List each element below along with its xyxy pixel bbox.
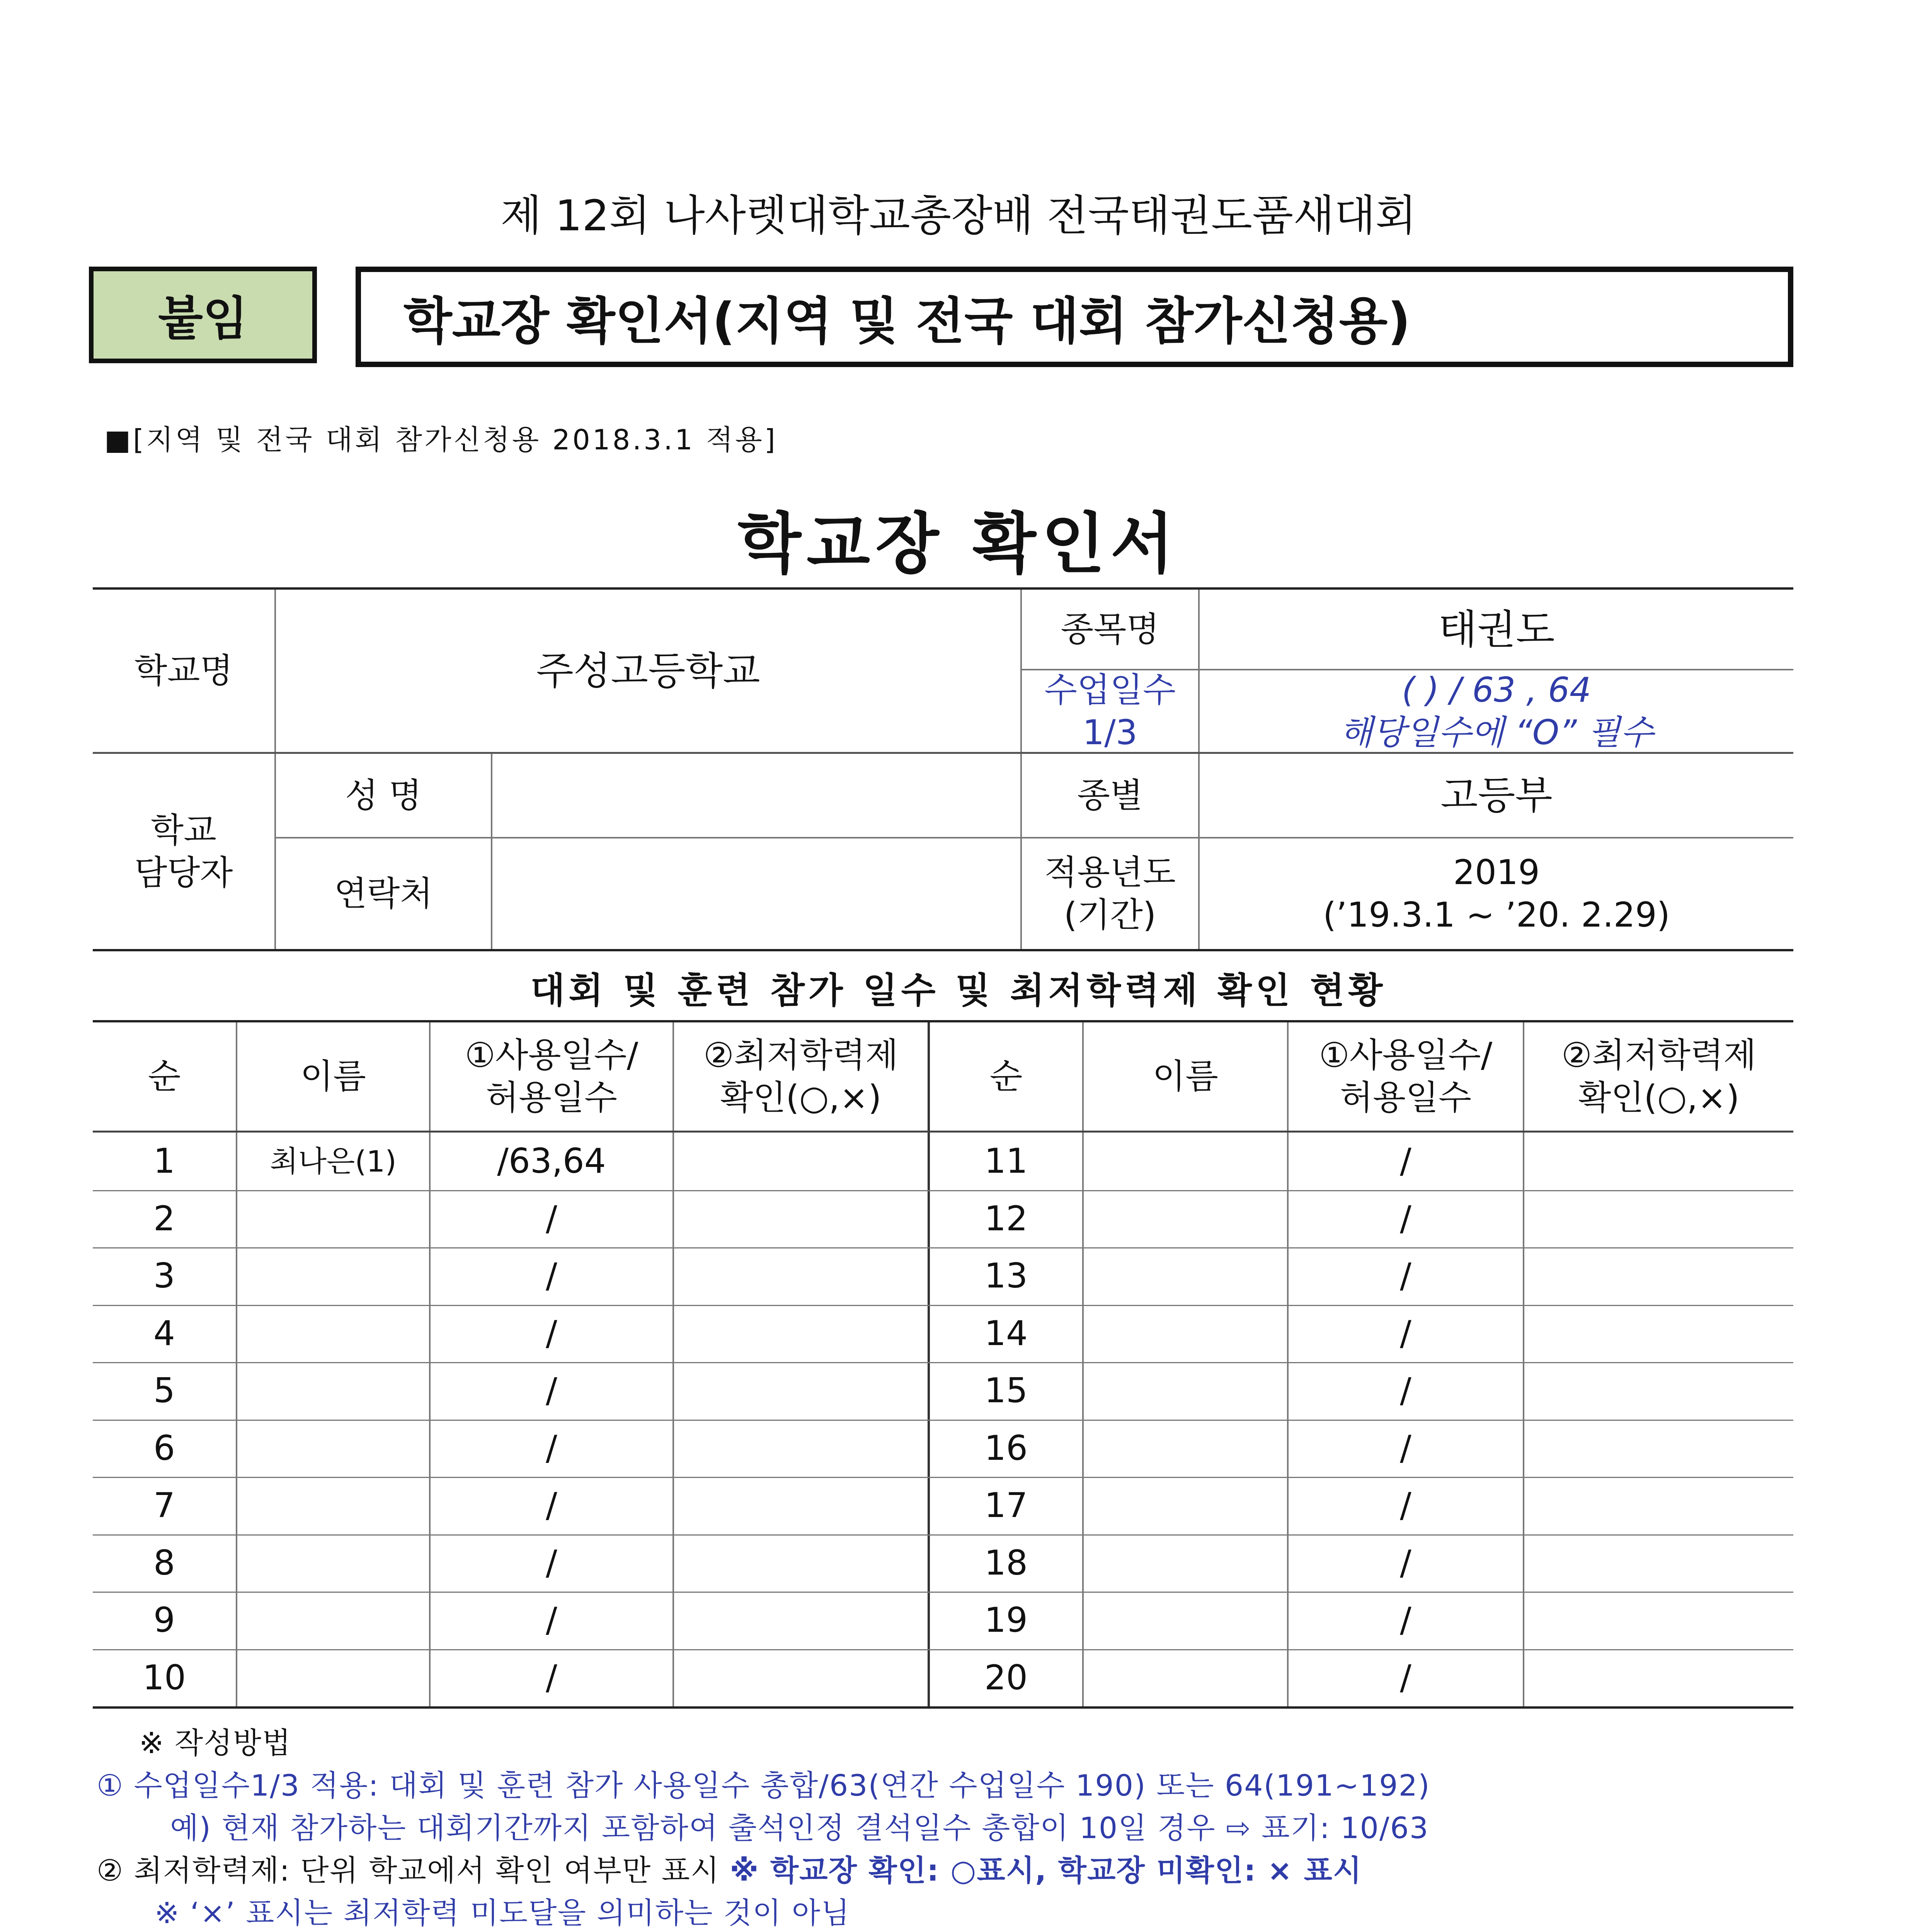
cell-days: / [546, 1198, 557, 1238]
class-days-label-line1: 수업일수 [1044, 670, 1176, 710]
cell-days: / [546, 1657, 557, 1697]
cell-no: 9 [153, 1600, 175, 1640]
cell-name[interactable] [1084, 1534, 1287, 1592]
cell-min[interactable] [1524, 1247, 1793, 1304]
manager-label-line2: 담당자 [134, 852, 233, 893]
header-days-line1: ①사용일수/ [1319, 1035, 1493, 1075]
table-row [93, 1534, 1793, 1592]
year-label-line1: 적용년도 [1044, 852, 1176, 892]
cell-days: / [1400, 1657, 1411, 1697]
event-value: 태권도 [1438, 605, 1555, 653]
cell-days: / [1400, 1198, 1411, 1238]
method-item2-text: ② 최저학력제: 단위 학교에서 확인 여부만 표시 [97, 1853, 730, 1888]
header-no-left: 순 [148, 1056, 181, 1096]
cell-no: 7 [153, 1485, 175, 1525]
cell-min[interactable] [674, 1133, 928, 1190]
cell-days: / [546, 1256, 557, 1296]
cell-min[interactable] [1524, 1305, 1793, 1362]
header-days-right [1289, 1022, 1523, 1131]
cell-no: 4 [153, 1313, 175, 1353]
header-min-line1: ②최저학력제 [1561, 1035, 1756, 1075]
cell-days: / [1400, 1141, 1411, 1181]
cell-name[interactable] [237, 1534, 429, 1592]
cell-min[interactable] [674, 1305, 928, 1362]
document-title: 학교장 확인서(지역 및 전국 대회 참가신청용) [356, 267, 1793, 367]
attachment-label: 붙임 [89, 267, 317, 363]
cell-no: 6 [153, 1428, 175, 1468]
class-days-value-line2: 해당일수에 “O” 필수 [1340, 712, 1653, 752]
cell-name[interactable] [1084, 1649, 1287, 1706]
cell-no: 11 [984, 1141, 1028, 1181]
class-days-value-line1: ( ) / 63 , 64 [1401, 670, 1592, 710]
status-heading: 대회 및 훈련 참가 일수 및 최저학력제 확인 현황 [530, 970, 1387, 1011]
cell-min[interactable] [1524, 1592, 1793, 1649]
cell-no: 19 [984, 1600, 1028, 1640]
cell-min[interactable] [674, 1477, 928, 1534]
header-name-left: 이름 [300, 1056, 366, 1096]
cell-min[interactable] [674, 1649, 928, 1706]
cell-days: / [546, 1371, 557, 1410]
cell-days: /63,64 [497, 1141, 606, 1181]
header-name-right: 이름 [1152, 1056, 1219, 1096]
table-row [93, 1477, 1793, 1534]
cell-name[interactable] [1084, 1362, 1287, 1419]
school-name-label: 학교명 [134, 651, 233, 690]
name-field[interactable] [492, 754, 1020, 837]
cell-name[interactable] [1084, 1133, 1287, 1190]
year-label-line2: (기간) [1064, 895, 1156, 935]
cell-name[interactable] [1084, 1592, 1287, 1649]
cell-name[interactable]: 최나은(1) [270, 1144, 397, 1179]
main-title: 학교장 확인서 [737, 506, 1180, 582]
cell-days: / [1400, 1428, 1411, 1468]
cell-name[interactable] [237, 1190, 429, 1247]
cell-no: 8 [153, 1543, 175, 1583]
header-no-right: 순 [989, 1056, 1023, 1096]
info-table [93, 587, 1793, 951]
method-item1-line1: ① 수업일수1/3 적용: 대회 및 훈련 참가 사용일수 총합/63(연간 수업일수 190) 또는 64(191~192) [97, 1768, 1430, 1803]
cell-days: / [1400, 1313, 1411, 1353]
table-row [93, 1649, 1793, 1706]
table-row [93, 1420, 1793, 1477]
table-row [93, 1305, 1793, 1362]
name-label: 성 명 [345, 775, 422, 815]
header-days-line2: 허용일수 [485, 1078, 618, 1117]
cell-no: 12 [984, 1198, 1028, 1238]
cell-no: 10 [143, 1657, 186, 1697]
cell-days: / [546, 1313, 557, 1353]
cell-days: / [546, 1428, 557, 1468]
cell-name[interactable] [237, 1420, 429, 1477]
cell-no: 3 [153, 1256, 175, 1296]
cell-name[interactable] [1084, 1477, 1287, 1534]
cell-no: 17 [984, 1485, 1028, 1525]
year-value [1200, 838, 1793, 949]
cell-min[interactable] [1524, 1362, 1793, 1419]
cell-no: 20 [984, 1657, 1028, 1697]
event-title: 제 12회 나사렛대학교총장배 전국태권도품새대회 [500, 191, 1417, 240]
category-label: 종별 [1077, 775, 1143, 815]
class-days-label [1022, 670, 1198, 752]
method-title: ※ 작성방법 [139, 1726, 291, 1760]
contact-label: 연락처 [334, 874, 433, 913]
header-days-left [431, 1022, 672, 1131]
manager-label [93, 754, 274, 949]
header-min-line2: 확인(○,×) [1578, 1078, 1740, 1117]
applied-note: ■[지역 및 전국 대회 참가신청용 2018.3.1 적용] [104, 423, 778, 456]
cell-min[interactable] [1524, 1133, 1793, 1190]
cell-min[interactable] [1524, 1477, 1793, 1534]
cell-days: / [1400, 1371, 1411, 1410]
class-days-label-line2: 1/3 [1083, 712, 1137, 752]
header-days-line2: 허용일수 [1340, 1078, 1472, 1117]
cell-days: / [546, 1600, 557, 1640]
manager-label-line1: 학교 [150, 810, 217, 850]
cell-days: / [1400, 1543, 1411, 1583]
header-days-line1: ①사용일수/ [465, 1035, 638, 1075]
cell-min[interactable] [674, 1420, 928, 1477]
cell-min[interactable] [1524, 1190, 1793, 1247]
year-label [1022, 838, 1198, 949]
cell-min[interactable] [1524, 1649, 1793, 1706]
table-row [93, 1247, 1793, 1304]
cell-no: 13 [984, 1256, 1028, 1296]
cell-days: / [1400, 1256, 1411, 1296]
cell-name[interactable] [237, 1247, 429, 1304]
cell-name[interactable] [237, 1592, 429, 1649]
cell-no: 1 [153, 1141, 175, 1181]
cell-no: 2 [153, 1198, 175, 1238]
cell-name[interactable] [237, 1477, 429, 1534]
year-value-line2: (’19.3.1 ~ ’20. 2.29) [1323, 895, 1670, 935]
cell-days: / [1400, 1485, 1411, 1525]
cell-no: 5 [153, 1371, 175, 1410]
cell-min[interactable] [674, 1592, 928, 1649]
event-label: 종목명 [1061, 609, 1159, 649]
cell-min[interactable] [674, 1247, 928, 1304]
cell-no: 15 [984, 1371, 1028, 1410]
cell-days: / [546, 1543, 557, 1583]
table-row [93, 1592, 1793, 1649]
cell-name[interactable] [237, 1362, 429, 1419]
cell-min[interactable] [674, 1362, 928, 1419]
contact-field[interactable] [492, 838, 1020, 949]
header-min-left [674, 1022, 928, 1131]
method-item2-note: ※ 학교장 확인: ○표시, 학교장 미확인: × 표시 [730, 1853, 1362, 1888]
cell-days: / [546, 1485, 557, 1525]
cell-days: / [1400, 1600, 1411, 1640]
cell-min[interactable] [1524, 1534, 1793, 1592]
category-value: 고등부 [1440, 773, 1553, 818]
status-table [93, 1020, 1793, 1709]
school-name-value: 주성고등학교 [536, 648, 760, 694]
cell-min[interactable] [674, 1534, 928, 1592]
table-row [93, 1133, 1793, 1190]
year-value-line1: 2019 [1453, 852, 1540, 892]
header-min-right [1524, 1022, 1793, 1131]
cell-name[interactable] [1084, 1247, 1287, 1304]
table-row [93, 1190, 1793, 1247]
method-note1: ※ ‘×’ 표시는 최저학력 미도달을 의미하는 것이 아님 [155, 1896, 850, 1930]
cell-min[interactable] [674, 1190, 928, 1247]
cell-name[interactable] [1084, 1190, 1287, 1247]
method-item1-line2: 예) 현재 참가하는 대회기간까지 포함하여 출석인정 결석일수 총합이 10일 경우 ⇨ 표기: 10/63 [170, 1811, 1429, 1845]
cell-name[interactable] [237, 1305, 429, 1362]
cell-no: 16 [984, 1428, 1028, 1468]
table-row [93, 1362, 1793, 1419]
header-min-line2: 확인(○,×) [720, 1078, 882, 1117]
cell-no: 18 [984, 1543, 1028, 1583]
cell-name[interactable] [237, 1649, 429, 1706]
method-item2 [97, 1847, 1362, 1889]
cell-min[interactable] [1524, 1420, 1793, 1477]
cell-no: 14 [984, 1313, 1028, 1353]
cell-name[interactable] [1084, 1305, 1287, 1362]
header-min-line1: ②최저학력제 [703, 1035, 898, 1075]
class-days-value [1200, 670, 1793, 752]
cell-name[interactable] [1084, 1420, 1287, 1477]
